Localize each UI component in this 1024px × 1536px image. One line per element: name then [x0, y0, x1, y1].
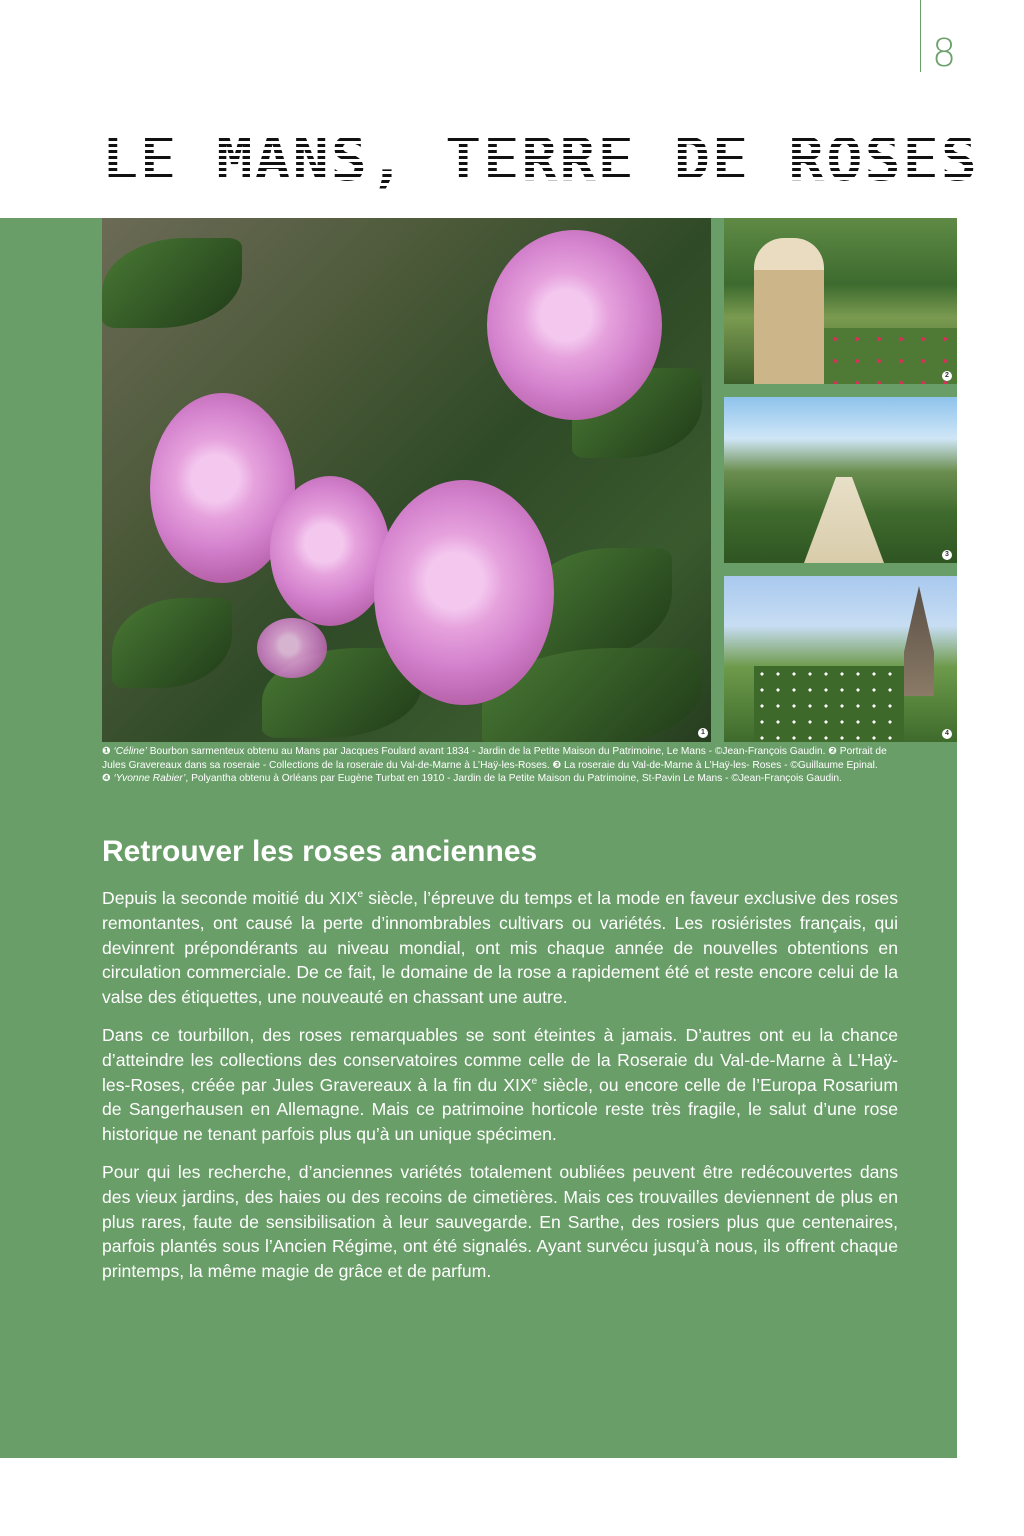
page-title [102, 118, 979, 202]
page-number-rule [920, 0, 921, 72]
paragraph-1-start: Depuis la seconde moitié du XIX [102, 888, 358, 908]
caption-celine-name: ‘Céline’ [113, 746, 147, 757]
paragraph-1-end: siècle, l’épreuve du temps et la mode en faveur exclusive des roses remontantes, ont causé la perte d’innombrables cultivars ou variétés. Les rosiéristes français, qui devinrent prépondérants au niveau mondial, ont mis chaque année de nouvelles obtentions en circulation commerciale. De ce fait, le domaine de la rose a rapidement été et reste encore celui de la valse des étiquettes, une nouveauté en chassant une autre. [102, 888, 898, 1008]
paragraph-2 [102, 1023, 898, 1147]
caption-yvonne-name: ‘Yvonne Rabier’ [113, 773, 186, 784]
photo-caption [102, 745, 902, 786]
caption-number-2: ❷ [828, 746, 837, 757]
photo-number-3: 3 [942, 550, 952, 560]
photo-number-4: 4 [942, 729, 952, 739]
caption-celine-text: Bourbon sarmenteux obtenu au Mans par Jacques Foulard avant 1834 - Jardin de la Petite Maison du Patrimoine, Le Mans - ©Jean-François Gaudin. [146, 746, 829, 757]
paragraph-1 [102, 886, 898, 1010]
photo-number-1: 1 [698, 728, 708, 738]
page-title-text: LE MANS, TERRE DE ROSES [102, 125, 979, 195]
paragraph-2-sup: e [531, 1075, 538, 1087]
photo-jules-gravereaux [724, 218, 957, 384]
photo-celine-rose [102, 218, 711, 742]
caption-yvonne-text: , Polyantha obtenu à Orléans par Eugène Turbat en 1910 - Jardin de la Petite Maison du Patrimoine, St-Pavin Le Mans - ©Jean-François Gaudin. [185, 773, 842, 784]
caption-gravereaux-text: Portrait de Jules Gravereaux dans sa roseraie - Collections de la roseraie du Val-de-Marne à L’Haÿ-les-Roses. [102, 746, 887, 771]
photo-yvonne-rabier [724, 576, 957, 742]
paragraph-2-end: siècle, ou encore celle de l’Europa Rosarium de Sangerhausen en Allemagne. Mais ce patrimoine horticole reste très fragile, le salut d’une rose historique ne tenant parfois plus qu’à un unique spécimen. [102, 1074, 898, 1145]
caption-roseraie-text: La roseraie du Val-de-Marne à L’Haÿ-les- Roses - ©Guillaume Epinal. [561, 759, 878, 771]
article-body [102, 886, 898, 1297]
caption-number-4: ❹ [102, 773, 111, 784]
paragraph-2-start: Dans ce tourbillon, des roses remarquables se sont éteintes à jamais. D’autres ont eu la chance d’atteindre les collections des conservatoires comme celle de la Roseraie du Val-de-Marne à L’Haÿ-les-Roses, créée par Jules Gravereaux à la fin du XIX [102, 1024, 898, 1095]
photo-roseraie-val-de-marne [724, 397, 957, 563]
caption-number-3: ❸ [552, 759, 562, 771]
photo-number-2: 2 [942, 371, 952, 381]
caption-number-1: ❶ [102, 746, 111, 757]
section-heading: Retrouver les roses anciennes [102, 835, 538, 868]
paragraph-1-sup: e [357, 889, 364, 901]
paragraph-3: Pour qui les recherche, d’anciennes variétés totalement oubliées peuvent être redécouvertes dans des vieux jardins, des haies ou des recoins de cimetières. Mais ces trouvailles deviennent de plus en plus rares, faute de sensibilisation à leur sauvegarde. En Sarthe, des rosiers plus que centenaires, parfois plantés sous l’Ancien Régime, ont été signalés. Ayant survécu jusqu’à nous, ils offrent chaque printemps, la même magie de grâce et de parfum. [102, 1161, 898, 1282]
page-number: 8 [932, 31, 957, 75]
